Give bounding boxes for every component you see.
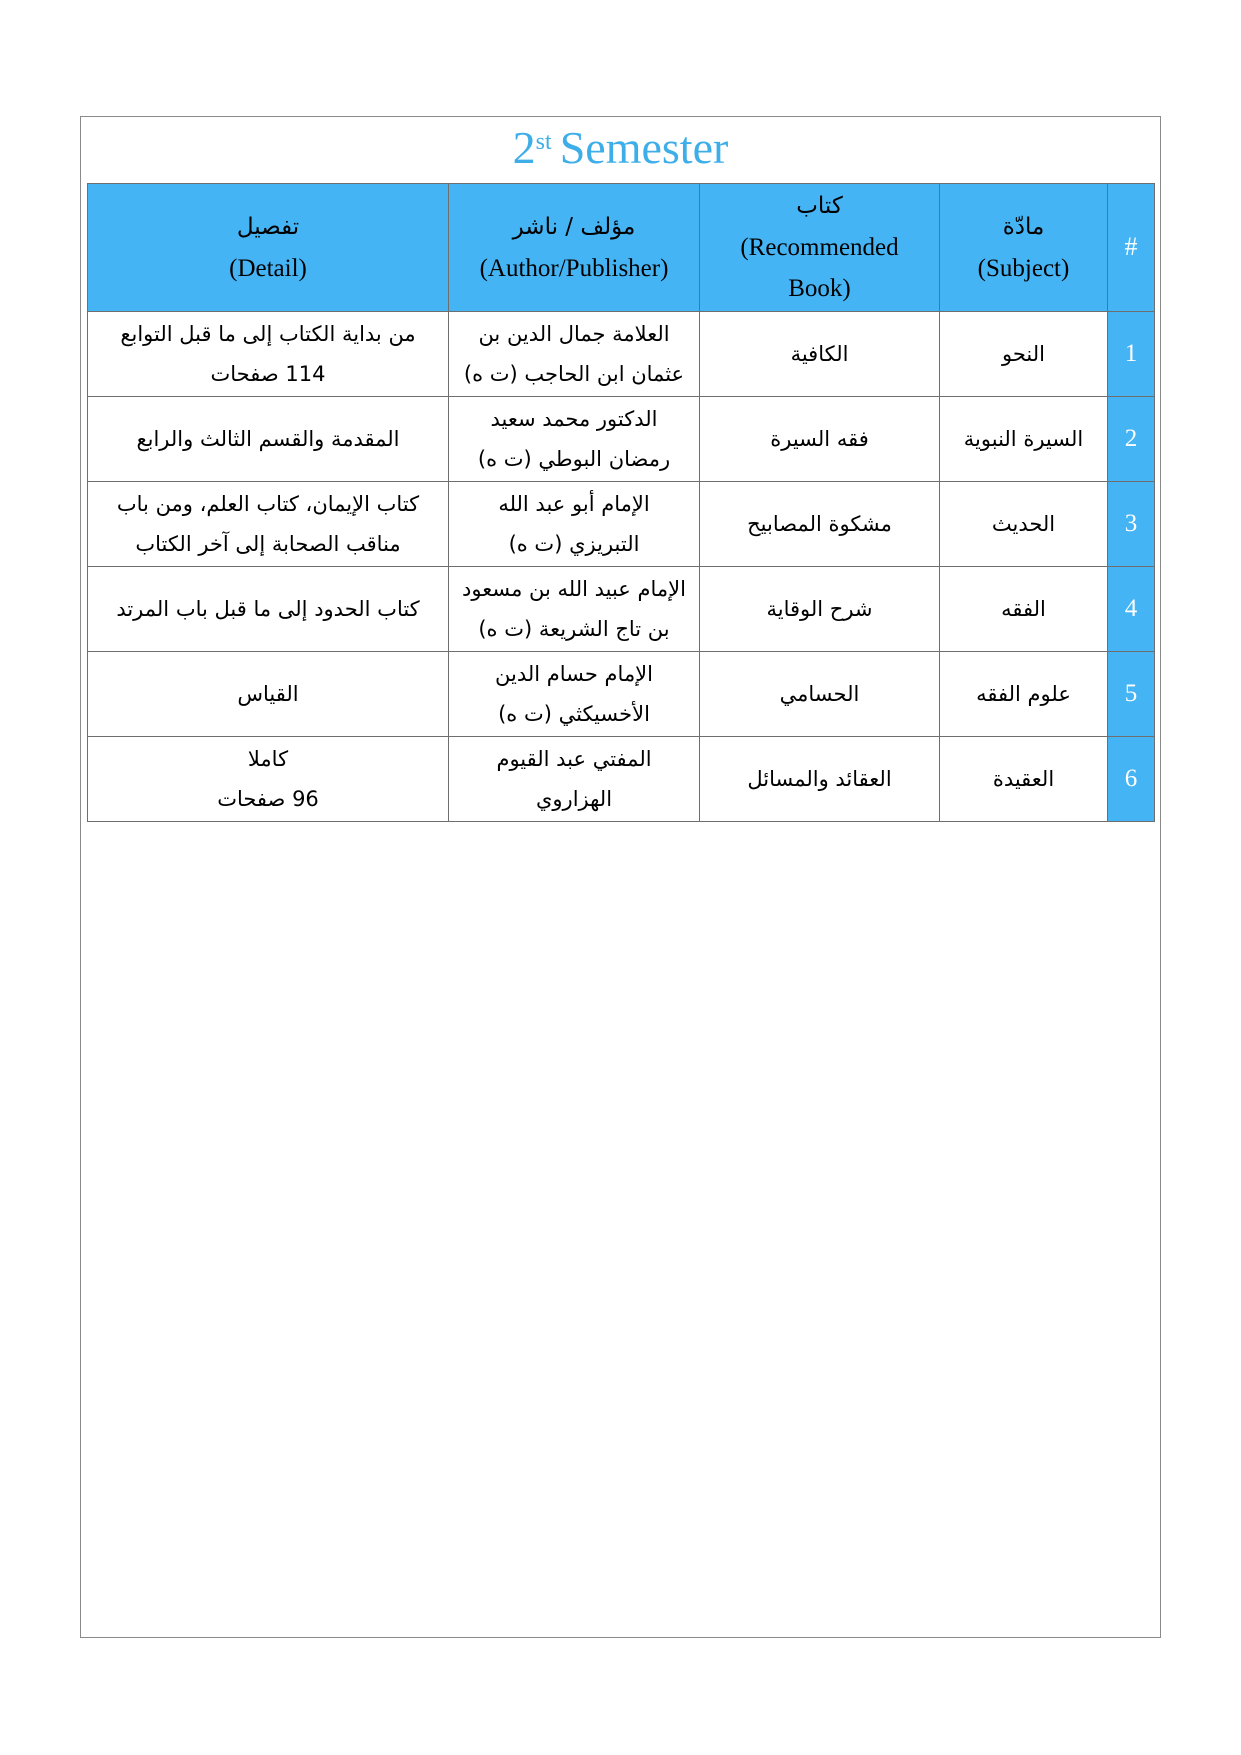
header-detail-ar: تفصيل: [236, 213, 300, 240]
header-hash: [1108, 184, 1155, 312]
header-subject: [940, 184, 1108, 312]
detail-cell: [88, 482, 449, 567]
subject-cell: الفقه: [940, 567, 1108, 652]
row-number: 5: [1108, 652, 1155, 737]
table-row: [88, 397, 1155, 482]
row-number: 2: [1108, 397, 1155, 482]
author-line-1: العلامة جمال الدين بن: [478, 322, 670, 346]
header-subject-en: (Subject): [977, 254, 1070, 282]
author-line-2: التبريزي (ت ه): [508, 532, 640, 556]
author-cell: [449, 567, 700, 652]
header-book: [700, 184, 940, 312]
author-line-2: الهزاروي: [535, 787, 613, 811]
detail-line-1: من بداية الكتاب إلى ما قبل التوابع: [120, 322, 416, 346]
author-cell: [449, 397, 700, 482]
header-detail: [88, 184, 449, 312]
header-author: [449, 184, 700, 312]
header-subject-ar: مادّة: [1002, 213, 1045, 240]
title-number: 2: [512, 122, 536, 173]
row-number: 3: [1108, 482, 1155, 567]
subject-cell: السيرة النبوية: [940, 397, 1108, 482]
detail-line-1: كاملا: [247, 747, 289, 771]
author-cell: [449, 652, 700, 737]
title-suffix: st: [535, 129, 552, 155]
author-line-2: بن تاج الشريعة (ت ه): [478, 617, 670, 641]
detail-line-1: كتاب الحدود إلى ما قبل باب المرتد: [116, 597, 420, 621]
author-cell: [449, 312, 700, 397]
book-cell: فقه السيرة: [700, 397, 940, 482]
row-number: 1: [1108, 312, 1155, 397]
detail-line-1: المقدمة والقسم الثالث والرابع: [136, 427, 400, 451]
header-author-ar: مؤلف / ناشر: [512, 213, 636, 240]
table-row: [88, 482, 1155, 567]
author-line-2: رمضان البوطي (ت ه): [477, 447, 671, 471]
author-line-1: المفتي عبد القيوم: [496, 747, 652, 771]
header-book-ar: كتاب: [796, 193, 843, 219]
book-cell: الكافية: [700, 312, 940, 397]
book-cell: العقائد والمسائل: [700, 737, 940, 822]
subject-cell: علوم الفقه: [940, 652, 1108, 737]
author-cell: [449, 482, 700, 567]
book-cell: شرح الوقاية: [700, 567, 940, 652]
table-row: [88, 567, 1155, 652]
author-line-2: عثمان ابن الحاجب (ت ه): [463, 362, 685, 386]
detail-cell: [88, 737, 449, 822]
header-author-en: (Author/Publisher): [479, 254, 669, 282]
header-book-en-1: (Recommended: [740, 234, 899, 261]
detail-cell: [88, 567, 449, 652]
table-row: [88, 652, 1155, 737]
author-line-1: الإمام عبيد الله بن مسعود: [462, 577, 686, 601]
detail-cell: [88, 652, 449, 737]
title-word: Semester: [559, 122, 729, 173]
header-book-en-2: Book): [788, 275, 851, 302]
author-cell: [449, 737, 700, 822]
subject-cell: العقيدة: [940, 737, 1108, 822]
subject-cell: النحو: [940, 312, 1108, 397]
subject-cell: الحديث: [940, 482, 1108, 567]
page-title: [0, 118, 1241, 178]
book-cell: الحسامي: [700, 652, 940, 737]
detail-cell: [88, 397, 449, 482]
header-detail-en: (Detail): [229, 254, 307, 282]
detail-line-1: كتاب الإيمان، كتاب العلم، ومن باب: [116, 492, 420, 516]
header-row: [88, 184, 1155, 312]
detail-line-1: القياس: [237, 682, 299, 706]
author-line-1: الإمام حسام الدين: [494, 662, 653, 686]
detail-line-2: مناقب الصحابة إلى آخر الكتاب: [135, 532, 401, 556]
header-hash-label: #: [1124, 232, 1138, 261]
table-row: [88, 312, 1155, 397]
author-line-2: الأخسيكثي (ت ه): [498, 702, 650, 726]
detail-cell: [88, 312, 449, 397]
detail-line-2: 114 صفحات: [210, 362, 326, 386]
row-number: 6: [1108, 737, 1155, 822]
detail-line-2: 96 صفحات: [217, 787, 319, 811]
syllabus-table: [87, 183, 1155, 822]
table-row: [88, 737, 1155, 822]
book-cell: مشكوة المصابيح: [700, 482, 940, 567]
author-line-1: الدكتور محمد سعيد: [490, 407, 658, 431]
row-number: 4: [1108, 567, 1155, 652]
author-line-1: الإمام أبو عبد الله: [498, 492, 650, 516]
